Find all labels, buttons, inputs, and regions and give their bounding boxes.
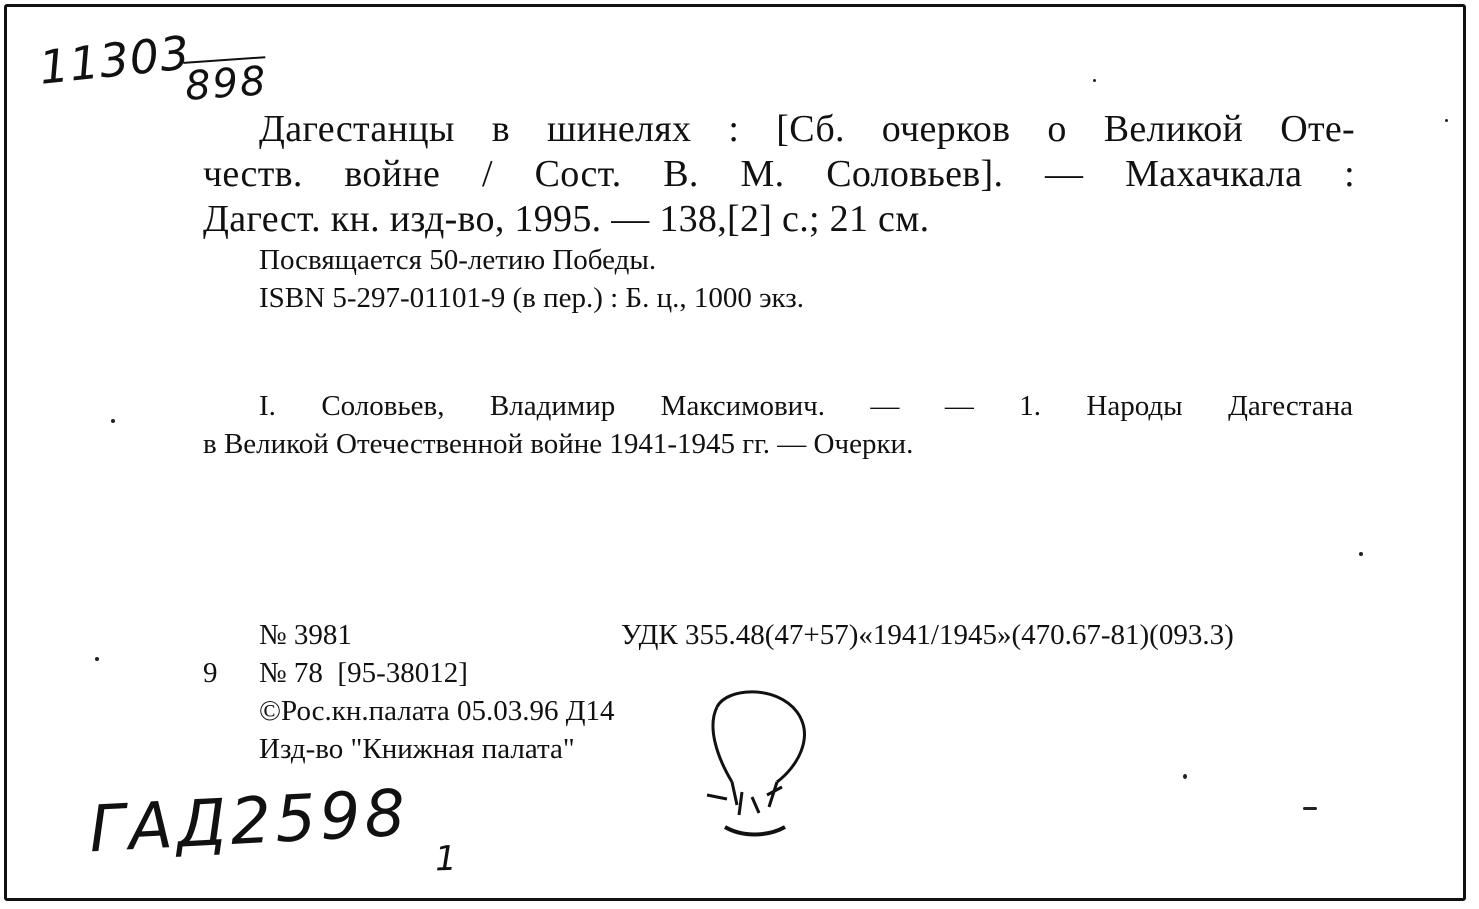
handwritten-inventory-mark: ГАД2598 <box>87 776 412 868</box>
scan-speck <box>1093 79 1096 82</box>
handwritten-shelf-mark: 11303 <box>36 25 193 95</box>
scan-speck <box>111 419 115 423</box>
scan-speck <box>95 657 99 661</box>
card-number: № 3981 <box>259 619 352 651</box>
scan-speck <box>1303 807 1317 810</box>
scan-speck <box>1183 774 1187 779</box>
tracing-line-2: в Великой Отечественной войне 1941-1945 гг. — Очерки. <box>203 428 914 460</box>
handwritten-inventory-mark-sub: 1 <box>434 838 458 880</box>
dedication-note: Посвящается 50-летию Победы. <box>259 244 657 276</box>
copyright-line: ©Рос.кн.палата 05.03.96 Д14 <box>259 695 615 727</box>
scan-speck <box>1445 119 1448 122</box>
catalog-card <box>4 4 1466 901</box>
description-line-2: честв. войне / Сост. В. М. Соловьев]. — Махачкала : <box>203 153 1355 195</box>
description-line-3: Дагест. кн. изд-во, 1995. — 138,[2] с.; 21 см. <box>203 198 930 240</box>
tracing-line-1: I. Соловьев, Владимир Максимович. — — 1. Народы Дагестана <box>259 390 1353 422</box>
udk-classification: УДК 355.48(47+57)«1941/1945»(470.67-81)(093.3) <box>621 619 1234 651</box>
imprint-prefix: 9 <box>203 657 218 689</box>
pencil-doodle <box>697 687 817 847</box>
handwritten-shelf-mark-sub: 898 <box>183 58 269 110</box>
publisher-line: Изд-во "Книжная палата" <box>259 733 575 765</box>
description-line-1: Дагестанцы в шинелях : [Сб. очерков о Великой Оте- <box>259 108 1355 150</box>
card-number-2: № 78 [95-38012] <box>259 657 468 689</box>
isbn-note: ISBN 5-297-01101-9 (в пер.) : Б. ц., 1000 экз. <box>259 282 804 314</box>
scan-speck <box>1359 552 1363 556</box>
